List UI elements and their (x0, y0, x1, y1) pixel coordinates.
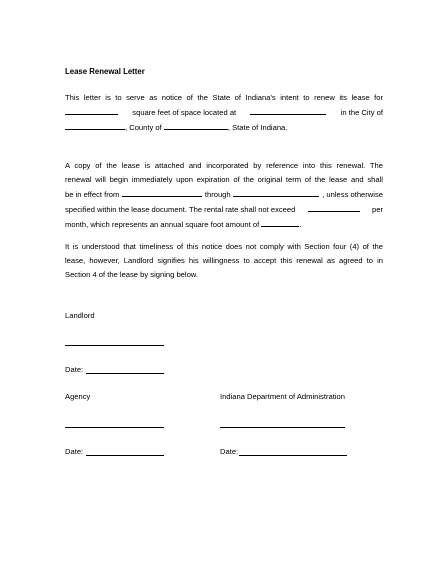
notice-line-2 (65, 105, 383, 120)
terms-line-3-text-b: through (204, 190, 231, 199)
annual-amount-blank[interactable] (261, 217, 302, 229)
department-date-label: Date: (220, 447, 239, 456)
paragraph-notice (65, 91, 383, 135)
agency-date-line[interactable] (86, 455, 164, 456)
terms-line-5 (65, 217, 383, 232)
county-blank[interactable] (164, 120, 228, 130)
rental-rate-blank[interactable] (308, 202, 360, 212)
terms-line-3 (65, 187, 383, 202)
notice-line-3 (65, 120, 383, 135)
terms-line-4 (65, 202, 383, 217)
terms-line-2: renewal will begin immediately upon expiration of the original term of the lease and shall (65, 175, 383, 184)
terms-line-5-text-b: . (299, 220, 302, 229)
start-date-blank[interactable] (122, 187, 202, 197)
city-blank[interactable] (65, 120, 125, 130)
terms-line-3-text-c: , unless otherwise (322, 190, 383, 199)
timeliness-line-3: Section 4 of the lease by signing below. (65, 270, 198, 279)
landlord-label: Landlord (65, 311, 95, 320)
terms-line-4-text-a: specified within the lease document. The rental rate shall not exceed (65, 205, 296, 214)
department-label: Indiana Department of Administration (220, 392, 345, 401)
timeliness-line-2: lease, however, Landlord signifies his willingness to accept this renewal as agreed to in (65, 256, 383, 265)
landlord-date-label: Date: (65, 365, 84, 374)
end-date-blank[interactable] (233, 187, 319, 197)
agency-signature-line[interactable] (65, 427, 164, 428)
terms-line-3-text-a: be in effect from (65, 190, 120, 199)
landlord-date-line[interactable] (86, 373, 164, 374)
square-feet-blank[interactable] (65, 105, 118, 115)
agency-date-label: Date: (65, 447, 84, 456)
terms-line-5-text-a: month, which represents an annual square foot amount of (65, 220, 260, 229)
notice-line-3-text-b: , State of Indiana. (227, 123, 288, 132)
notice-line-2-text-b: in the City of (340, 108, 383, 117)
terms-line-4-text-b: per (372, 205, 383, 214)
letter-title: Lease Renewal Letter (65, 67, 145, 76)
agency-label: Agency (65, 392, 91, 401)
notice-line-2-text-a: square feet of space located at (132, 108, 237, 117)
timeliness-line-1: It is understood that timeliness of this notice does not comply with Section four (4) of the (65, 242, 383, 251)
paragraph-lease-terms (65, 159, 383, 232)
paragraph-timeliness (65, 240, 383, 282)
department-signature-line[interactable] (220, 427, 345, 428)
terms-line-1: A copy of the lease is attached and incorporated by reference into this renewal. The (65, 161, 383, 170)
notice-line-1: This letter is to serve as notice of the State of Indiana's intent to renew its lease for (65, 93, 383, 102)
notice-line-3-text-a: , County of (125, 123, 162, 132)
landlord-signature-line[interactable] (65, 345, 164, 346)
department-date-line[interactable] (239, 455, 347, 456)
location-blank[interactable] (250, 105, 326, 115)
